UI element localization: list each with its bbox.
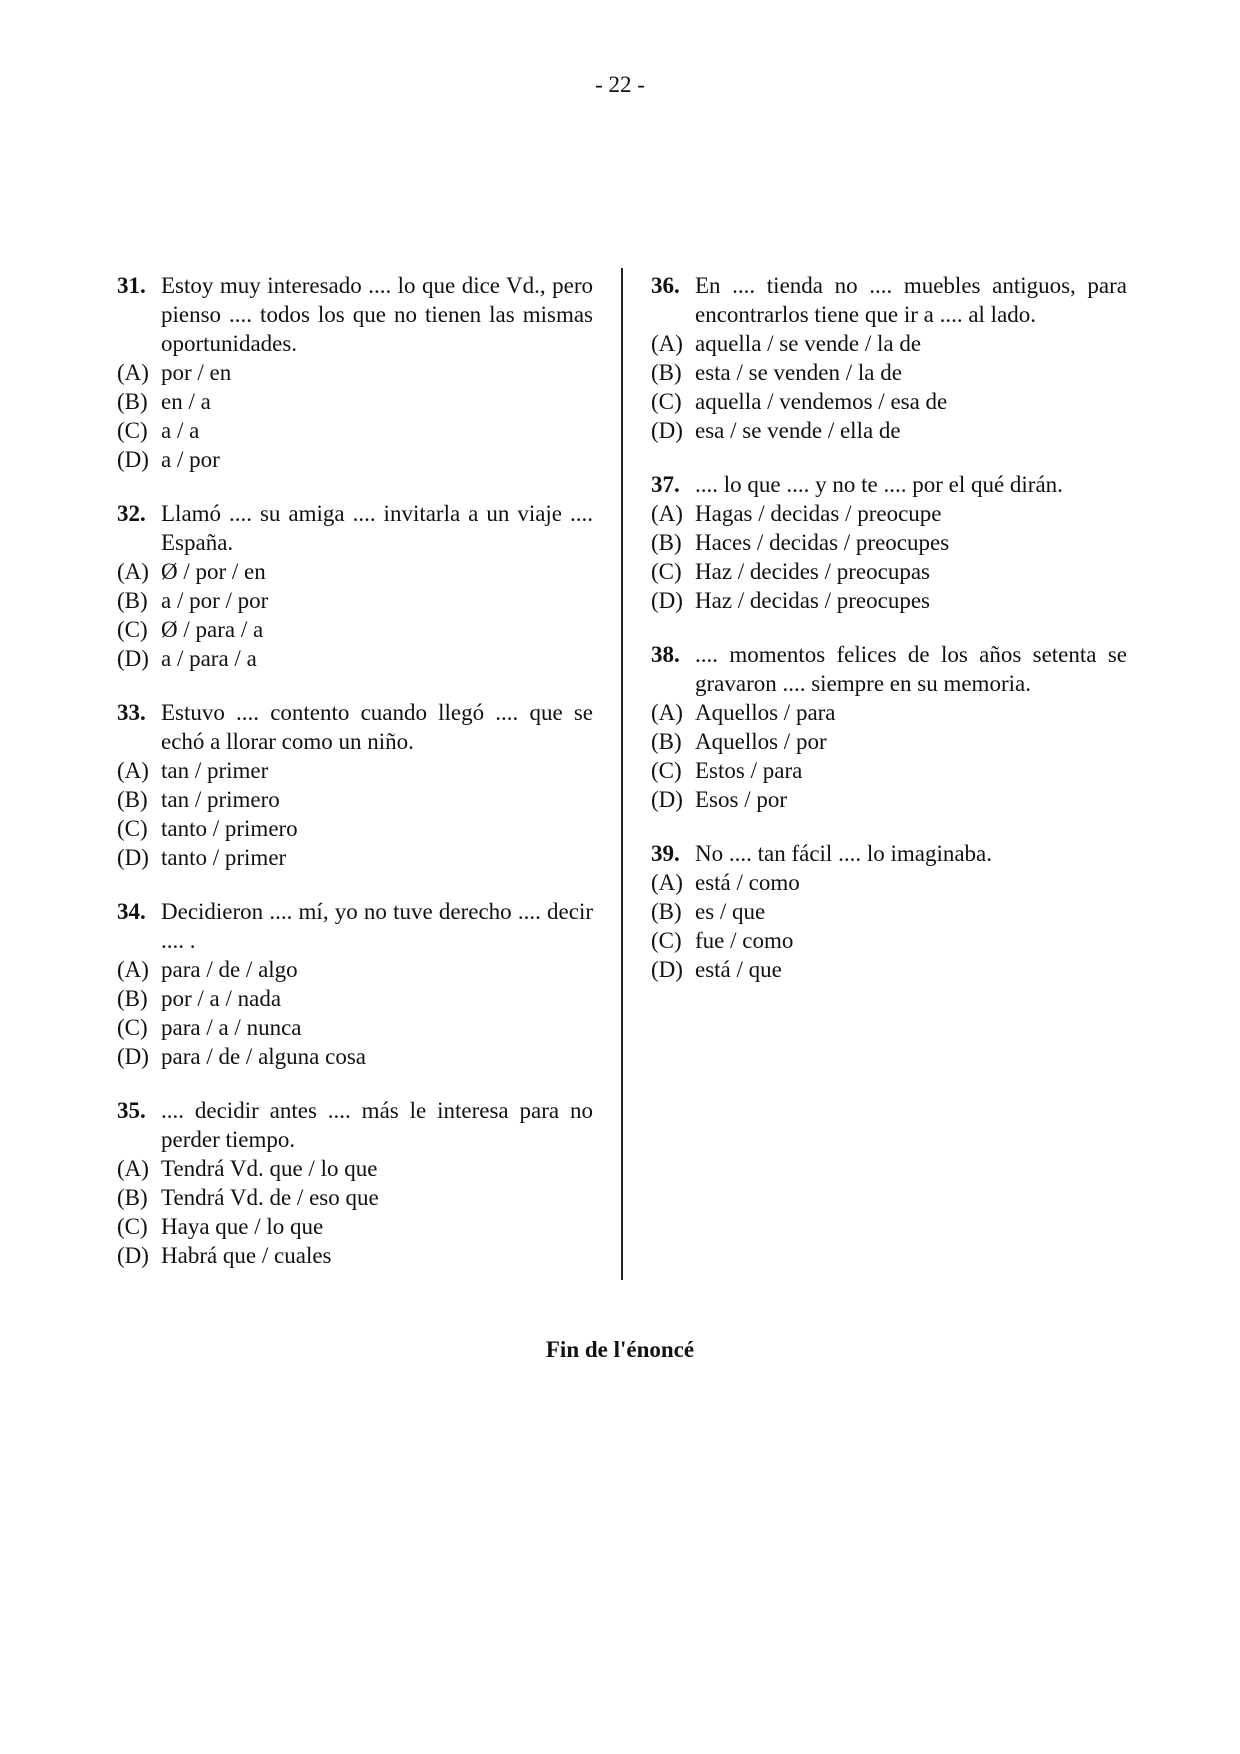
question-block	[117, 698, 593, 872]
answer-option	[117, 785, 593, 814]
answer-option	[117, 1183, 593, 1212]
option-letter: (C)	[651, 928, 682, 953]
answer-option	[651, 926, 1127, 955]
question-block	[651, 839, 1127, 984]
option-letter: (C)	[651, 758, 682, 783]
answer-option	[651, 868, 1127, 897]
question-number: 36.	[651, 273, 680, 298]
answer-option	[117, 586, 593, 615]
question-header	[117, 1096, 593, 1154]
option-text: Aquellos / para	[695, 700, 836, 725]
answer-option	[117, 615, 593, 644]
answer-options	[117, 557, 593, 673]
option-text: a / por	[161, 447, 220, 472]
question-number: 35.	[117, 1098, 146, 1123]
option-text: a / para / a	[161, 646, 257, 671]
question-block	[651, 271, 1127, 445]
question-number: 38.	[651, 642, 680, 667]
question-text: Llamó .... su amiga .... invitarla a un viaje .... España.	[161, 501, 593, 555]
option-letter: (B)	[117, 1185, 148, 1210]
option-text: Haz / decidas / preocupes	[695, 588, 931, 613]
option-text: está / que	[695, 957, 782, 982]
question-block	[117, 499, 593, 673]
option-text: a / por / por	[161, 588, 269, 613]
answer-option	[651, 756, 1127, 785]
question-text: .... momentos felices de los años setenta se gravaron .... siempre en su memoria.	[695, 642, 1127, 696]
option-letter: (B)	[651, 899, 682, 924]
question-block	[117, 897, 593, 1071]
right-column	[651, 271, 1127, 1009]
option-text: Tendrá Vd. que / lo que	[161, 1156, 378, 1181]
question-number: 32.	[117, 501, 146, 526]
option-text: Habrá que / cuales	[161, 1243, 332, 1268]
option-letter: (D)	[651, 588, 683, 613]
option-letter: (C)	[117, 617, 148, 642]
option-text: Estos / para	[695, 758, 803, 783]
option-letter: (C)	[117, 1214, 148, 1239]
option-letter: (A)	[651, 700, 683, 725]
answer-option	[117, 756, 593, 785]
answer-option	[117, 358, 593, 387]
question-block	[117, 1096, 593, 1270]
option-text: Haz / decides / preocupas	[695, 559, 931, 584]
question-text: .... decidir antes .... más le interesa para no perder tiempo.	[161, 1098, 593, 1152]
answer-option	[117, 557, 593, 586]
option-text: por / en	[161, 360, 232, 385]
option-text: aquella / se vende / la de	[695, 331, 922, 356]
option-letter: (B)	[117, 389, 148, 414]
answer-option	[651, 785, 1127, 814]
answer-option	[117, 445, 593, 474]
answer-option	[117, 416, 593, 445]
option-text: Ø / por / en	[161, 559, 266, 584]
answer-option	[117, 1013, 593, 1042]
question-block	[651, 470, 1127, 615]
option-text: por / a / nada	[161, 986, 282, 1011]
option-text: Hagas / decidas / preocupe	[695, 501, 942, 526]
question-block	[651, 640, 1127, 814]
option-letter: (A)	[651, 870, 683, 895]
option-letter: (C)	[117, 418, 148, 443]
answer-option	[117, 1212, 593, 1241]
option-letter: (D)	[117, 447, 149, 472]
question-text: Estuvo .... contento cuando llegó .... que se echó a llorar como un niño.	[161, 700, 593, 754]
option-letter: (A)	[651, 331, 683, 356]
answer-option	[117, 1042, 593, 1071]
question-header	[651, 640, 1127, 698]
option-letter: (D)	[651, 418, 683, 443]
option-text: Haces / decidas / preocupes	[695, 530, 950, 555]
answer-option	[117, 387, 593, 416]
answer-options	[117, 756, 593, 872]
answer-options	[117, 358, 593, 474]
answer-option	[651, 727, 1127, 756]
left-column	[117, 271, 593, 1295]
question-text: No .... tan fácil .... lo imaginaba.	[695, 841, 993, 866]
option-letter: (B)	[117, 588, 148, 613]
question-header	[117, 698, 593, 756]
question-text: Decidieron .... mí, yo no tuve derecho .... decir .... .	[161, 899, 593, 953]
answer-option	[117, 814, 593, 843]
answer-option	[117, 1241, 593, 1270]
answer-option	[651, 387, 1127, 416]
question-number: 31.	[117, 273, 146, 298]
option-text: está / como	[695, 870, 800, 895]
option-text: para / de / algo	[161, 957, 298, 982]
answer-options	[651, 698, 1127, 814]
question-header	[117, 499, 593, 557]
option-text: Ø / para / a	[161, 617, 264, 642]
question-header	[651, 839, 1127, 868]
answer-option	[651, 499, 1127, 528]
option-text: fue / como	[695, 928, 794, 953]
answer-option	[651, 557, 1127, 586]
option-text: es / que	[695, 899, 766, 924]
option-text: esa / se vende / ella de	[695, 418, 901, 443]
question-number: 37.	[651, 472, 680, 497]
option-text: en / a	[161, 389, 211, 414]
column-divider	[621, 268, 623, 1280]
option-letter: (A)	[117, 1156, 149, 1181]
option-letter: (C)	[651, 389, 682, 414]
question-number: 33.	[117, 700, 146, 725]
end-of-statement: Fin de l'énoncé	[545, 1337, 695, 1362]
option-letter: (A)	[651, 501, 683, 526]
page-number: - 22 -	[595, 72, 645, 97]
question-number: 39.	[651, 841, 680, 866]
option-text: tanto / primero	[161, 816, 298, 841]
answer-options	[651, 499, 1127, 615]
option-text: esta / se venden / la de	[695, 360, 902, 385]
option-letter: (D)	[117, 1044, 149, 1069]
answer-options	[651, 329, 1127, 445]
question-header	[651, 271, 1127, 329]
option-text: para / de / alguna cosa	[161, 1044, 366, 1069]
option-letter: (A)	[117, 360, 149, 385]
answer-option	[117, 1154, 593, 1183]
option-text: Esos / por	[695, 787, 787, 812]
answer-option	[117, 843, 593, 872]
answer-option	[651, 528, 1127, 557]
question-text: Estoy muy interesado .... lo que dice Vd., pero pienso .... todos los que no tienen las mismas oportunidades.	[161, 273, 593, 356]
option-letter: (D)	[117, 646, 149, 671]
option-letter: (D)	[117, 845, 149, 870]
option-letter: (B)	[117, 986, 148, 1011]
option-letter: (C)	[117, 1015, 148, 1040]
option-text: a / a	[161, 418, 200, 443]
option-text: tan / primer	[161, 758, 269, 783]
question-text: En .... tienda no .... muebles antiguos, para encontrarlos tiene que ir a .... al lado.	[695, 273, 1127, 327]
answer-option	[651, 416, 1127, 445]
option-letter: (C)	[651, 559, 682, 584]
option-letter: (A)	[117, 758, 149, 783]
option-letter: (D)	[651, 787, 683, 812]
answer-option	[651, 358, 1127, 387]
option-text: para / a / nunca	[161, 1015, 302, 1040]
answer-option	[651, 329, 1127, 358]
question-header	[117, 271, 593, 358]
option-letter: (D)	[651, 957, 683, 982]
option-text: aquella / vendemos / esa de	[695, 389, 948, 414]
answer-option	[117, 955, 593, 984]
answer-option	[651, 586, 1127, 615]
option-text: tan / primero	[161, 787, 280, 812]
answer-options	[117, 955, 593, 1071]
question-number: 34.	[117, 899, 146, 924]
option-text: Aquellos / por	[695, 729, 827, 754]
question-text: .... lo que .... y no te .... por el qué dirán.	[695, 472, 1063, 497]
option-letter: (A)	[117, 559, 149, 584]
option-text: tanto / primer	[161, 845, 287, 870]
answer-option	[117, 984, 593, 1013]
answer-option	[651, 955, 1127, 984]
answer-options	[651, 868, 1127, 984]
answer-option	[651, 698, 1127, 727]
question-header	[117, 897, 593, 955]
option-letter: (B)	[651, 729, 682, 754]
option-text: Haya que / lo que	[161, 1214, 324, 1239]
option-letter: (D)	[117, 1243, 149, 1268]
option-letter: (C)	[117, 816, 148, 841]
answer-option	[117, 644, 593, 673]
answer-option	[651, 897, 1127, 926]
option-letter: (B)	[651, 360, 682, 385]
answer-options	[117, 1154, 593, 1270]
question-header	[651, 470, 1127, 499]
question-block	[117, 271, 593, 474]
option-letter: (B)	[651, 530, 682, 555]
option-letter: (B)	[117, 787, 148, 812]
option-text: Tendrá Vd. de / eso que	[161, 1185, 379, 1210]
option-letter: (A)	[117, 957, 149, 982]
